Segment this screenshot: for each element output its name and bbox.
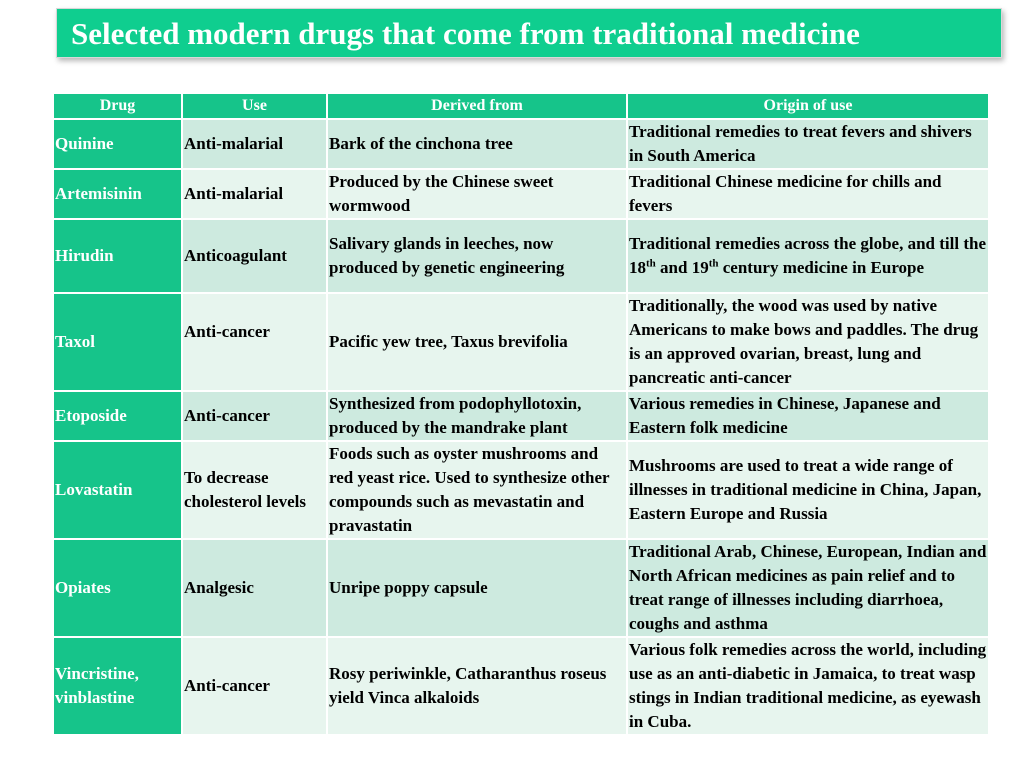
superscript: th [708, 257, 719, 270]
origin-cell: Traditionally, the wood was used by native Americans to make bows and paddles. The drug is an approved ovarian, breast, lung and pancreatic anti-cancer [627, 293, 989, 391]
drugs-table [52, 92, 990, 736]
use-cell: Anticoagulant [182, 219, 327, 293]
origin-cell [627, 219, 989, 293]
table-row [53, 169, 989, 219]
derived-cell: Synthesized from podophyllotoxin, produced by the mandrake plant [327, 391, 627, 441]
header-row [53, 93, 989, 119]
origin-text: Traditional remedies across the globe, and till the 18 [629, 234, 986, 277]
table-row [53, 539, 989, 637]
use-cell: Anti-malarial [182, 119, 327, 169]
origin-cell: Traditional Arab, Chinese, European, Indian and North African medicines as pain relief and to treat range of illnesses including diarrhoea, coughs and asthma [627, 539, 989, 637]
origin-text: century medicine in Europe [718, 258, 925, 277]
drug-cell: Artemisinin [53, 169, 182, 219]
origin-text: and 19 [655, 258, 709, 277]
derived-cell: Foods such as oyster mushrooms and red yeast rice. Used to synthesize other compounds such as mevastatin and pravastatin [327, 441, 627, 539]
derived-cell: Unripe poppy capsule [327, 539, 627, 637]
title-box [56, 8, 1002, 58]
table-row [53, 391, 989, 441]
drug-cell: Hirudin [53, 219, 182, 293]
use-cell: To decrease cholesterol levels [182, 441, 327, 539]
table-row [53, 293, 989, 391]
use-cell: Anti-cancer [182, 391, 327, 441]
origin-cell: Traditional Chinese medicine for chills and fevers [627, 169, 989, 219]
table-row [53, 441, 989, 539]
derived-cell: Bark of the cinchona tree [327, 119, 627, 169]
derived-cell: Salivary glands in leeches, now produced by genetic engineering [327, 219, 627, 293]
header-use: Use [182, 93, 327, 119]
derived-cell: Rosy periwinkle, Catharanthus roseus yield Vinca alkaloids [327, 637, 627, 735]
drug-cell: Taxol [53, 293, 182, 391]
slide-title: Selected modern drugs that come from traditional medicine [71, 16, 860, 51]
drug-cell: Lovastatin [53, 441, 182, 539]
table-row [53, 219, 989, 293]
header-origin-of-use: Origin of use [627, 93, 989, 119]
table-row [53, 119, 989, 169]
drug-cell: Quinine [53, 119, 182, 169]
header-derived-from: Derived from [327, 93, 627, 119]
use-cell: Anti-cancer [182, 293, 327, 391]
origin-cell: Various folk remedies across the world, including use as an anti-diabetic in Jamaica, to treat wasp stings in Indian traditional medicine, as eyewash in Cuba. [627, 637, 989, 735]
derived-cell: Pacific yew tree, Taxus brevifolia [327, 293, 627, 391]
drug-cell: Etoposide [53, 391, 182, 441]
table-row [53, 637, 989, 735]
origin-cell: Mushrooms are used to treat a wide range of illnesses in traditional medicine in China, Japan, Eastern Europe and Russia [627, 441, 989, 539]
use-cell: Anti-malarial [182, 169, 327, 219]
superscript: th [646, 257, 656, 270]
derived-cell: Produced by the Chinese sweet wormwood [327, 169, 627, 219]
use-cell: Analgesic [182, 539, 327, 637]
drug-cell: Opiates [53, 539, 182, 637]
use-cell: Anti-cancer [182, 637, 327, 735]
origin-cell: Traditional remedies to treat fevers and shivers in South America [627, 119, 989, 169]
header-drug: Drug [53, 93, 182, 119]
drug-cell: Vincristine, vinblastine [53, 637, 182, 735]
origin-cell: Various remedies in Chinese, Japanese and Eastern folk medicine [627, 391, 989, 441]
